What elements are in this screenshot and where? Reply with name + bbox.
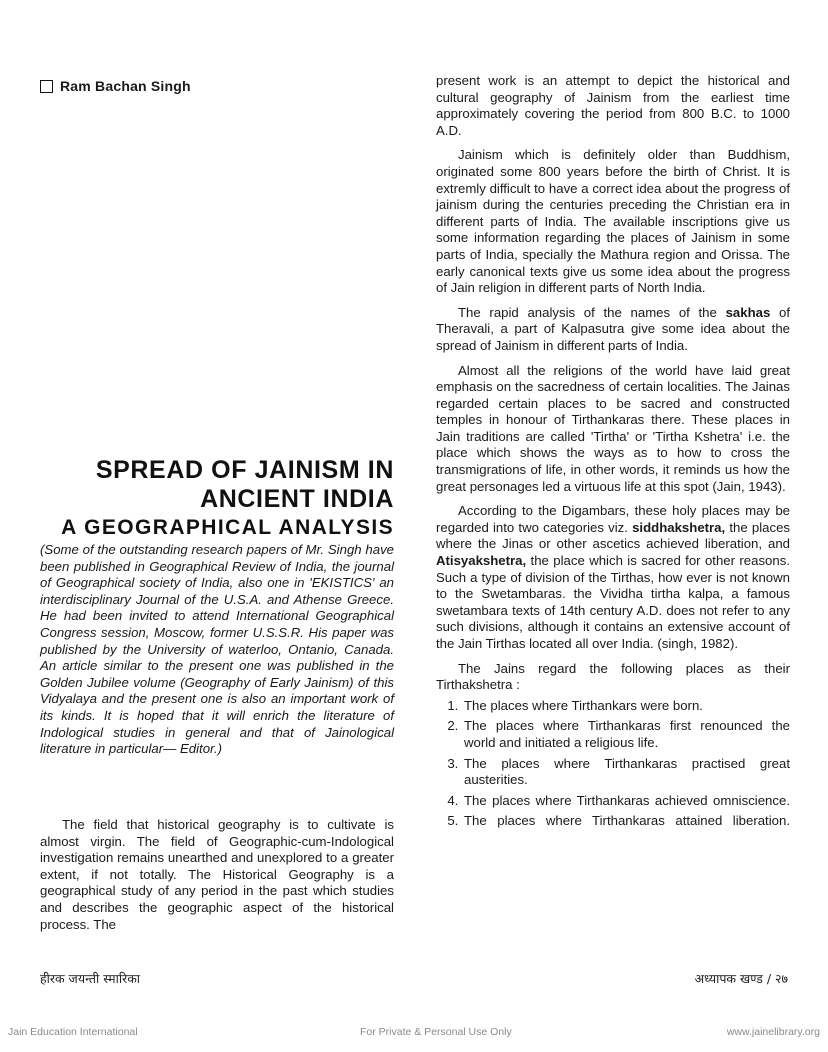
bold-term-siddhakshetra: siddhakshetra, [632, 519, 726, 535]
text-run: The rapid analysis of the names of the [458, 304, 726, 320]
bottom-strip [0, 1026, 828, 1042]
list-item: 4. The places where Tirthankaras achieved omniscience. [462, 793, 790, 810]
intro-paragraph: The field that historical geography is to cultivate is almost virgin. The field of Geographic-cum-Indological investigation remains unearthed and unexplored to a greater extent, if not totally. The Historical Geography is a geographical study of any period in the past which studies and describes the geographic aspect of the historical process. The [40, 817, 394, 932]
list-item: 1. The places where Tirthankars were born. [462, 698, 790, 715]
right-column [436, 73, 790, 834]
bold-term-atisyakshetra: Atisyakshetra, [436, 553, 527, 569]
paragraph-digambars [436, 503, 790, 652]
paragraph-tirtha: Almost all the religions of the world have laid great emphasis on the sacredness of certain localities. The Jainas regarded certain places to be sacred and constructed temples in honour of Tirthankaras there. These places in Jain traditions are called 'Tirtha' or 'Tirtha Kshetra' i.e. the place which shows the ways as to how to cross the transmigrations of life, in other words, it reminds us how the great personages led a virtuous life at this spot (Jain, 1943). [436, 362, 790, 494]
paragraph-origin: Jainism which is definitely older than Buddhism, originated some 800 years before the birth of Christ. It is extremly difficult to have a correct idea about the progress of jainism during the centuries preceding the Christian era in different parts of India. The available inscriptions give us some information regarding the places of Jainism in some parts of India, specially the Mathura region and Orissa. The early canonical texts give us some idea about the progress of Jain religion in different parts of North India. [436, 147, 790, 296]
text-run: According to the Digambars, these holy places may be regarded into two categories viz. [436, 503, 790, 535]
text-run: the place which is sacred for other reasons. Such a type of division of the Tirthas, how ever is not known to the Swetambaras. the Vividha tirtha kalpa, a famous swetambara texts of 14th century A.D. does not refer to any such divisions, although it contains an extensive account of the Jain Tirthas located all over India. (singh, 1982). [436, 553, 790, 651]
editor-note: (Some of the outstanding research papers of Mr. Singh have been published in Geographical Review of India, the journal of Geographical society of India, also one in 'EKISTICS' an interdisciplinary Journal of the U.S.A. and Athense Greece. He had been invited to attend International Geographical Congress session, Moscow, former U.S.S.R. His paper was published by the University of waterloo, Ontanio, Canada. An article similar to the present one was published in the Golden Jubilee volume (Geography of Early Jainism) of this Vidyalaya and the present one is also an important work of its kinds. It is hoped that it will enrich the literature of Indological studies in general and that of Jainological literature in particular— Editor.) [40, 542, 394, 757]
paragraph-list-intro: The Jains regard the following places as their Tirthakshetra : [436, 660, 790, 693]
title-line-3: A GEOGRAPHICAL ANALYSIS [61, 516, 394, 539]
website-link[interactable]: www.jainelibrary.org [726, 1026, 820, 1038]
list-item: 5. The places where Tirthankaras attained liberation. [462, 813, 790, 830]
footer-publication: हीरक जयन्ती स्मारिका [40, 971, 141, 986]
bottom-strip-left: Jain Education International [8, 1026, 138, 1038]
title-line-1: SPREAD OF JAINISM IN [95, 456, 394, 484]
checkbox-square-icon [40, 80, 53, 93]
author-name: Ram Bachan Singh [60, 78, 191, 94]
text-run: of Theravali, a part of Kalpasutra give some idea about the spread of Jainism in different parts of India. [436, 304, 790, 353]
bold-term-sakhas: sakhas [725, 304, 771, 320]
list-item: 2. The places where Tirthankaras first renounced the world and initiated a religious life. [462, 718, 790, 751]
article-title [40, 456, 394, 541]
text-run: the places where the Jinas or other ascetics achieved liberation, and [436, 519, 790, 552]
list-item: 3. The places where Tirthankaras practised great austerities. [462, 756, 790, 789]
paragraph-continuation: present work is an attempt to depict the historical and cultural geography of Jainism from the earliest time approximately covering the period from 800 B.C. to 1000 A.D. [436, 73, 790, 138]
title-line-2: ANCIENT INDIA [200, 485, 394, 513]
author-line [40, 78, 191, 94]
tirthakshetra-list [436, 698, 790, 830]
bottom-strip-center: For Private & Personal Use Only [360, 1026, 512, 1038]
paragraph-sakhas [436, 305, 790, 355]
footer-page-number: अध्यापक खण्ड / २७ [694, 971, 788, 986]
